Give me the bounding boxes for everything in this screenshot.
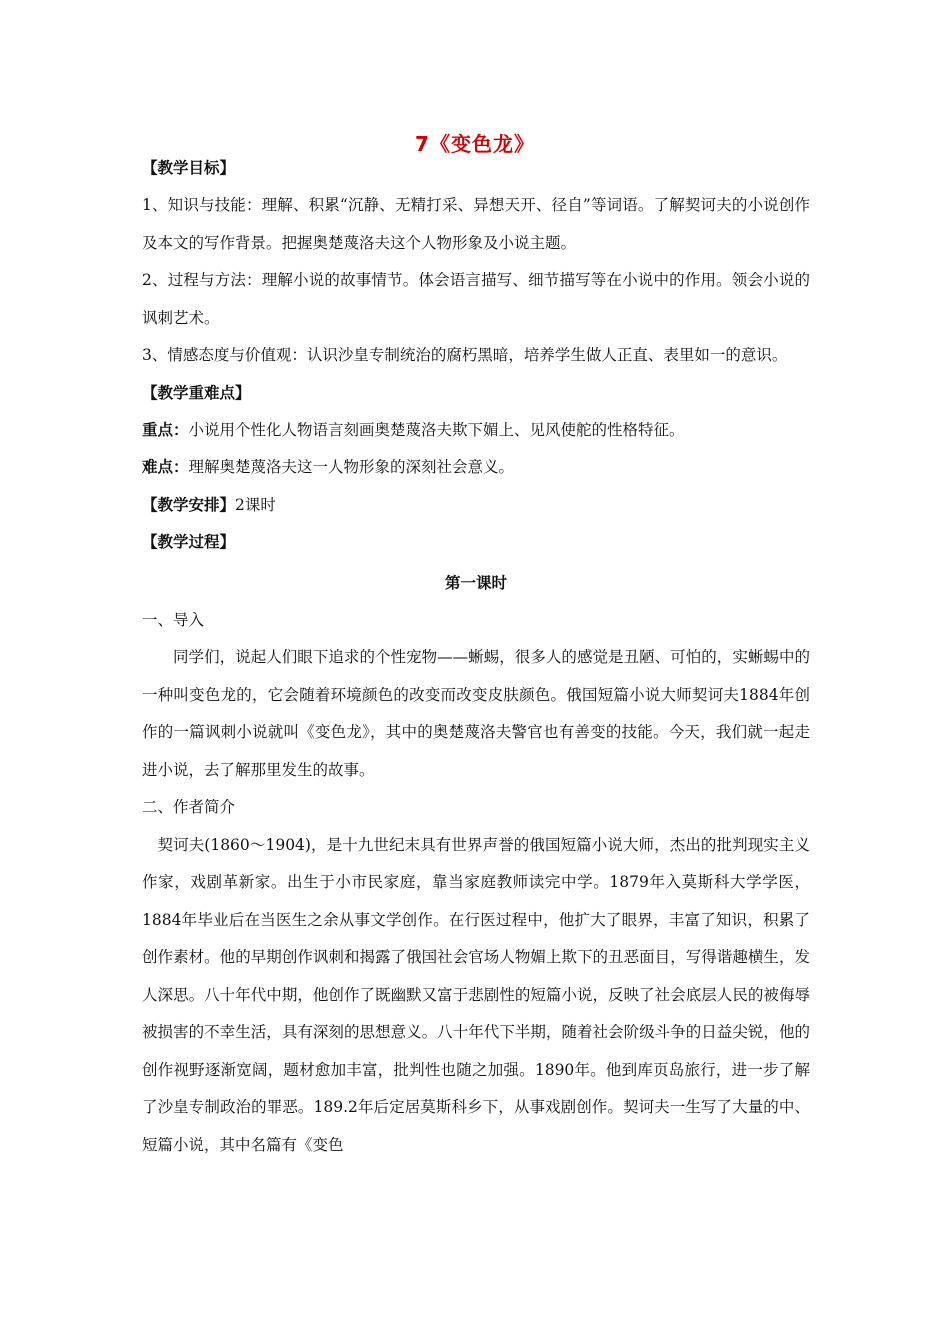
key-text: 小说用个性化人物语言刻画奥楚蔑洛夫欺下媚上、见风使舵的性格特征。 [188, 420, 685, 439]
process-heading: 【教学过程】 [142, 532, 236, 551]
intro-paragraph: 同学们，说起人们眼下追求的个性宠物——蜥蜴，很多人的感觉是丑陋、可怕的，实蜥蜴中的一种叫变色龙的，它会随着环境颜色的改变而改变皮肤颜色。俄国短篇小说大师契诃夫1884年创作的一篇讽刺小说就叫《变色龙》，其中的奥楚蔑洛夫警官也有善变的技能。今天，我们就一起走进小说，去了解那里发生的故事。 [142, 648, 810, 779]
document-body [142, 150, 810, 1164]
author-heading: 二、作者简介 [142, 798, 236, 816]
goals-heading: 【教学目标】 [142, 159, 236, 177]
difficult-text: 理解奥楚蔑洛夫这一人物形象的深刻社会意义。 [188, 458, 515, 476]
difficult-label: 难点： [142, 458, 189, 476]
author-paragraph: 契诃夫(1860～1904)，是十九世纪末具有世界声誉的俄国短篇小说大师，杰出的批判现实主义作家，戏剧革新家。出生于小市民家庭，靠当家庭教师读完中学。1879年入莫斯科大学学医，1884年毕业后在当医生之余从事文学创作。在行医过程中，他扩大了眼界，丰富了知识，积累了创作素材。他的早期创作讽刺和揭露了俄国社会官场人物媚上欺下的丑恶面目，写得谐趣横生，发人深思。八十年代中期，他创作了既幽默又富于悲剧性的短篇小说，反映了社会底层人民的被侮辱被损害的不幸生活，具有深刻的思想意义。八十年代下半期，随着社会阶级斗争的日益尖锐，他的创作视野逐渐宽阔，题材愈加丰富，批判性也随之加强。1890年。他到库页岛旅行，进一步了解了沙皇专制政治的罪恶。189.2年后定居莫斯科乡下，从事戏剧创作。契诃夫一生写了大量的中、短篇小说，其中名篇有《变色 [142, 835, 810, 1154]
key-label: 重点： [142, 420, 189, 439]
goal-1: 1、知识与技能：理解、积累“沉静、无精打采、异想天开、径自”等词语。了解契诃夫的小说创作及本文的写作背景。把握奥楚蔑洛夫这个人物形象及小说主题。 [142, 196, 810, 252]
document-title: 7《变色龙》 [415, 132, 535, 156]
schedule-text: 2课时 [235, 495, 276, 514]
lesson-title: 第一课时 [444, 573, 507, 592]
difficult-point [142, 449, 810, 487]
goal-2: 2、过程与方法：理解小说的故事情节。体会语言描写、细节描写等在小说中的作用。领会小说的讽刺艺术。 [142, 271, 810, 327]
key-point [142, 412, 810, 450]
keypoints-heading: 【教学重难点】 [142, 383, 251, 402]
schedule-line [142, 487, 810, 524]
goal-3: 3、情感态度与价值观：认识沙皇专制统治的腐朽黑暗，培养学生做人正直、表里如一的意识。 [142, 346, 788, 364]
intro-heading: 一、导入 [142, 610, 205, 629]
schedule-heading: 【教学安排】 [142, 495, 236, 514]
